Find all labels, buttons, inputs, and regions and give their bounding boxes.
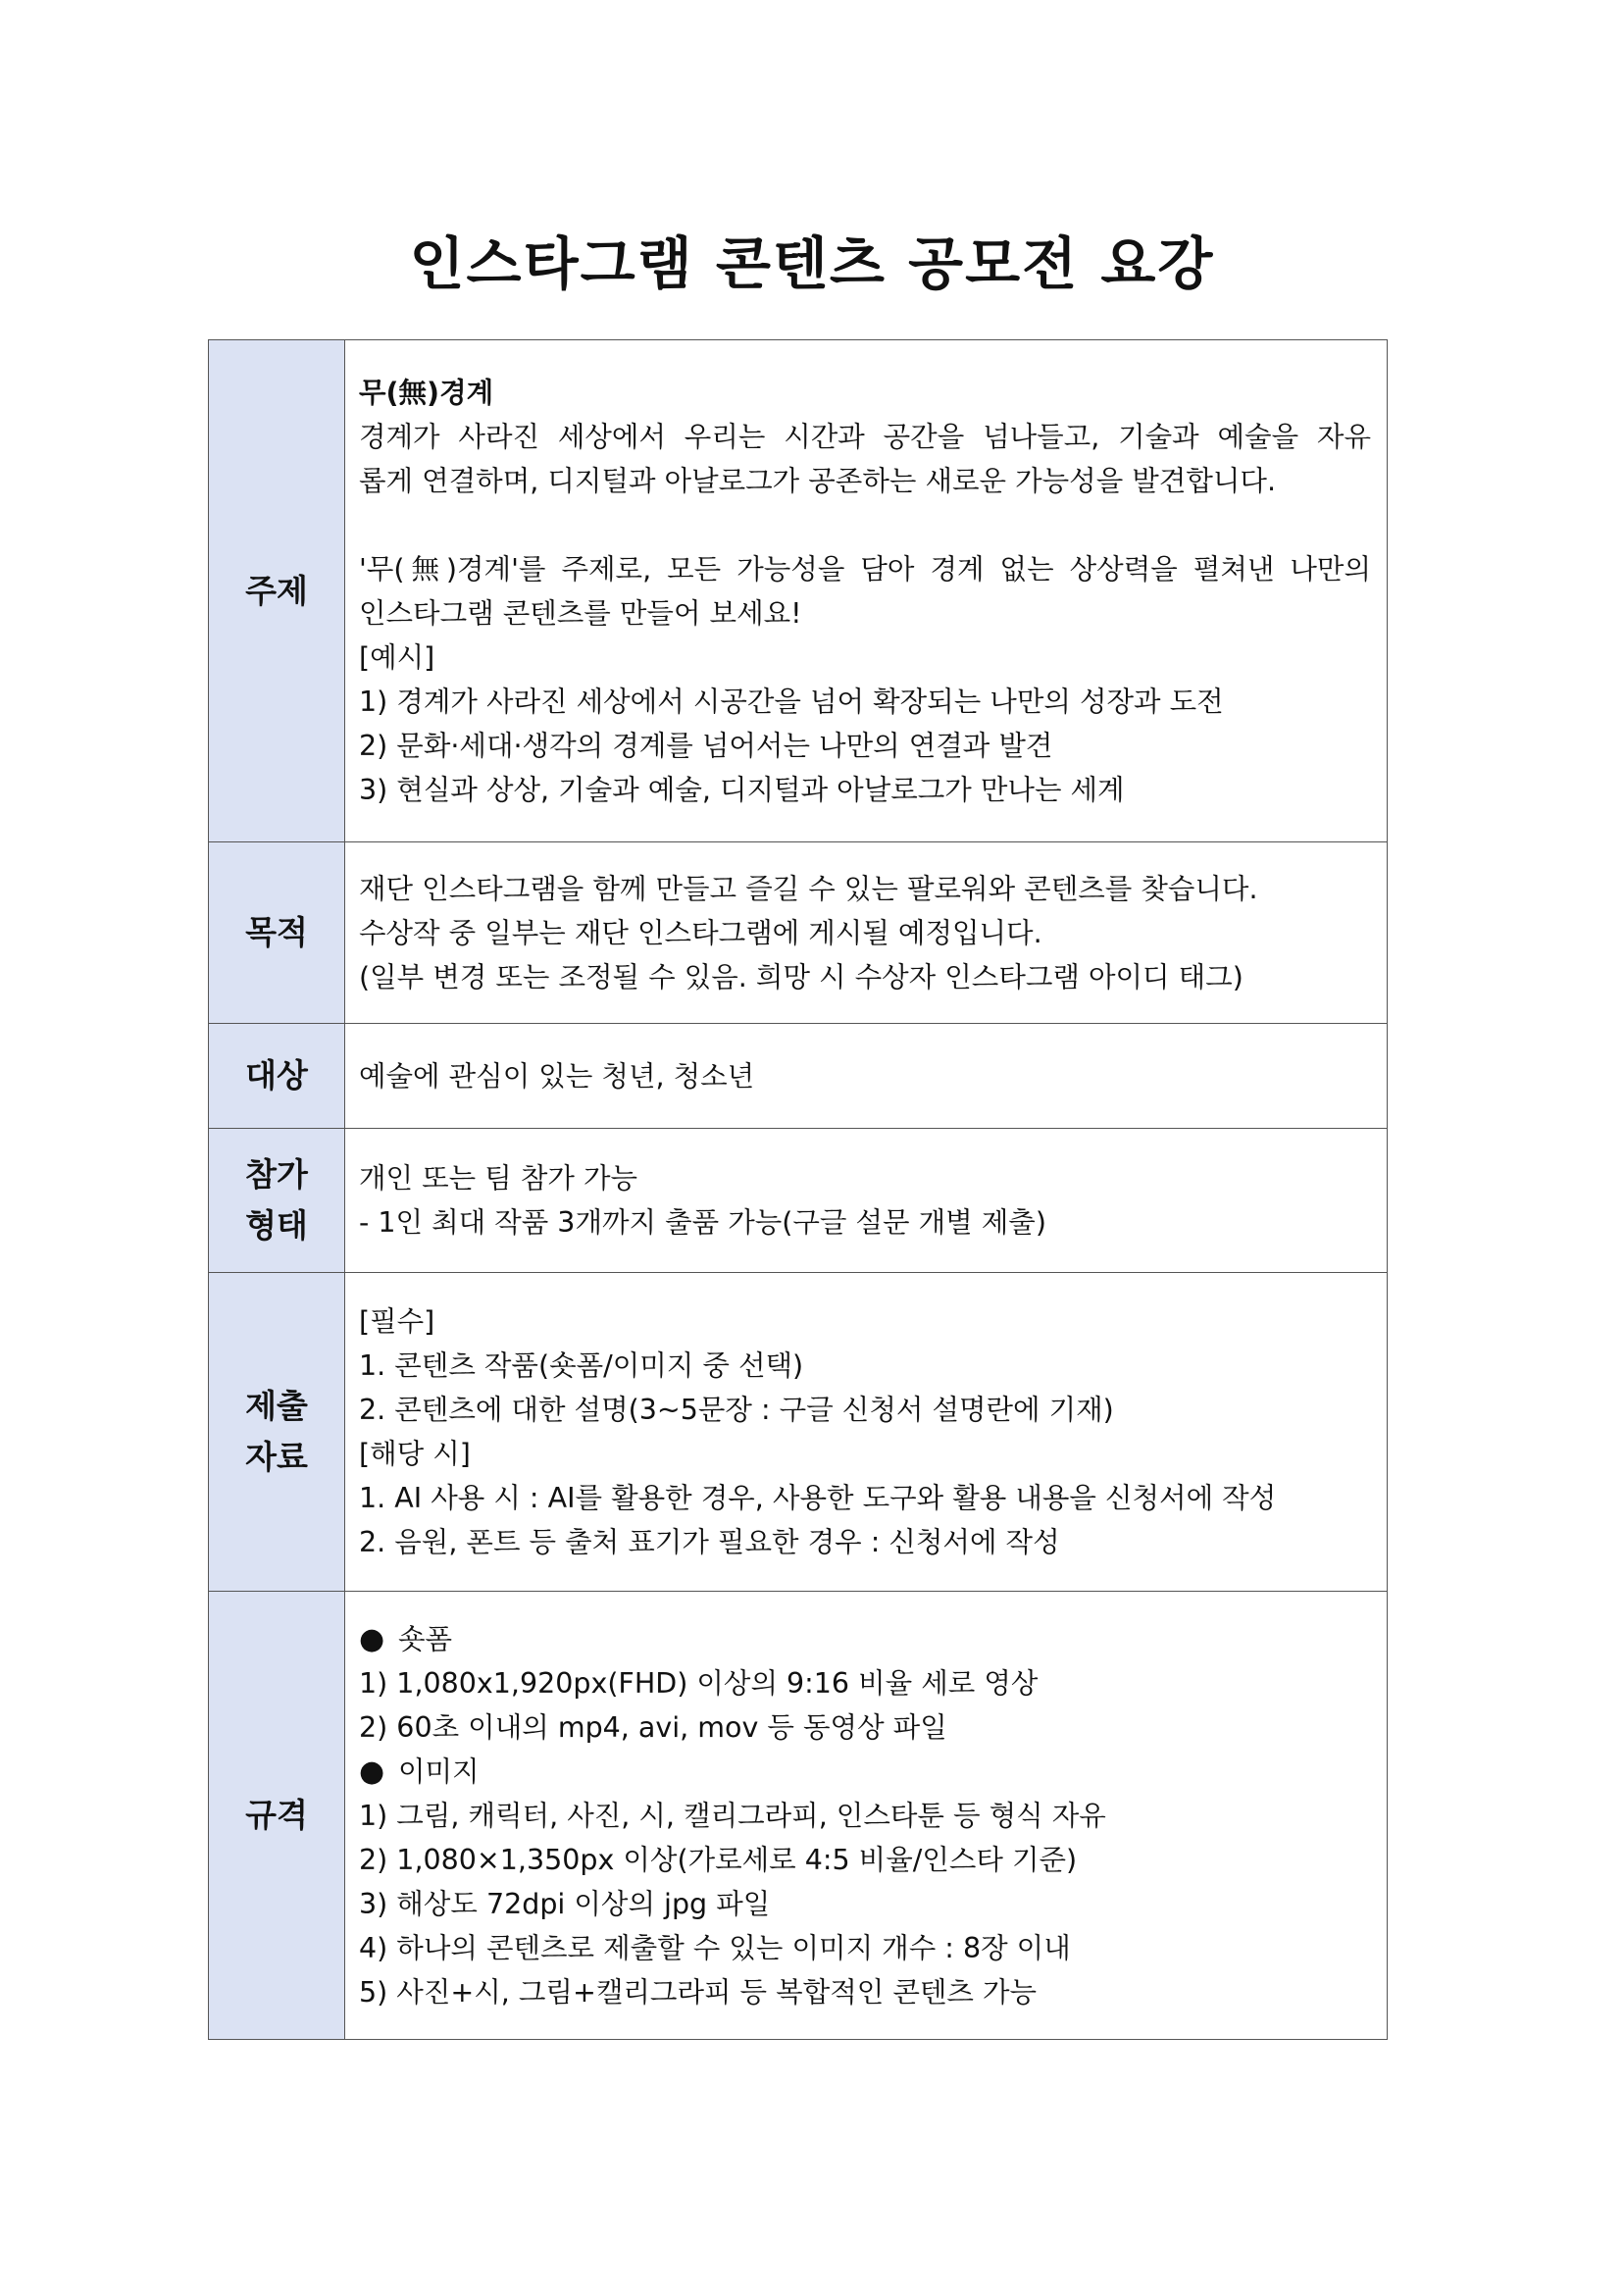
- materials-line: 2. 음원, 폰트 등 출처 표기가 필요한 경우 : 신청서에 작성: [359, 1526, 1060, 1558]
- row-theme: [209, 340, 1388, 842]
- materials-line: 1. 콘텐츠 작품(숏폼/이미지 중 선택): [359, 1349, 804, 1382]
- example-item: 1) 경계가 사라진 세상에서 시공간을 넘어 확장되는 나만의 성장과 도전: [359, 685, 1224, 718]
- bullet-icon: ●: [359, 1754, 385, 1789]
- theme-heading: 무(無)경계: [359, 376, 494, 409]
- theme-text-line: 경계가 사라진 세상에서 우리는 시간과 공간을 넘나들고, 기술과 예술을 자유: [359, 420, 1371, 453]
- image-heading: [359, 1750, 1371, 1794]
- purpose-line: 수상작 중 일부는 재단 인스타그램에 게시될 예정입니다.: [359, 916, 1042, 949]
- row-content-theme: [345, 340, 1388, 842]
- participation-line: - 1인 최대 작품 3개까지 출품 가능(구글 설문 개별 제출): [359, 1206, 1046, 1239]
- bullet-icon: ●: [359, 1621, 385, 1656]
- example-item: 2) 문화·세대·생각의 경계를 넘어서는 나만의 연결과 발견: [359, 729, 1053, 762]
- row-label-purpose: 목적: [209, 842, 345, 1024]
- row-label-materials: [209, 1273, 345, 1592]
- image-item: 4) 하나의 콘텐츠로 제출할 수 있는 이미지 개수 : 8장 이내: [359, 1931, 1071, 1964]
- image-item: 2) 1,080×1,350px 이상(가로세로 4:5 비율/인스타 기준): [359, 1843, 1078, 1876]
- purpose-line: (일부 변경 또는 조정될 수 있음. 희망 시 수상자 인스타그램 아이디 태그): [359, 960, 1243, 993]
- row-label-theme: 주제: [209, 340, 345, 842]
- shortform-heading: [359, 1617, 1371, 1661]
- materials-line: [필수]: [359, 1305, 435, 1338]
- materials-line: 2. 콘텐츠에 대한 설명(3~5문장 : 구글 신청서 설명란에 기재): [359, 1394, 1114, 1426]
- row-content-specs: [345, 1592, 1388, 2040]
- paragraph-spacer: [359, 503, 1371, 547]
- row-label-specs: 규격: [209, 1592, 345, 2040]
- row-content-participation: [345, 1129, 1388, 1273]
- purpose-line: 재단 인스타그램을 함께 만들고 즐길 수 있는 팔로워와 콘텐츠를 찾습니다.: [359, 872, 1258, 905]
- row-content-purpose: [345, 842, 1388, 1024]
- label-line: 참가: [245, 1155, 308, 1194]
- materials-line: [해당 시]: [359, 1438, 471, 1470]
- participation-line: 개인 또는 팀 참가 가능: [359, 1162, 638, 1195]
- document-title: 인스타그램 콘텐츠 공모전 요강: [409, 230, 1215, 297]
- row-specs: [209, 1592, 1388, 2040]
- target-text: 예술에 관심이 있는 청년, 청소년: [359, 1059, 755, 1093]
- row-participation: [209, 1129, 1388, 1273]
- image-item: 1) 그림, 캐릭터, 사진, 시, 캘리그라피, 인스타툰 등 형식 자유: [359, 1799, 1106, 1832]
- theme-text-line: 인스타그램 콘텐츠를 만들어 보세요!: [359, 596, 802, 630]
- row-purpose: [209, 842, 1388, 1024]
- materials-line: 1. AI 사용 시 : AI를 활용한 경우, 사용한 도구와 활용 내용을 신청서에 작성: [359, 1482, 1277, 1514]
- shortform-heading-text: 숏폼: [398, 1622, 453, 1655]
- label-line: 자료: [245, 1438, 308, 1476]
- example-item: 3) 현실과 상상, 기술과 예술, 디지털과 아날로그가 만나는 세계: [359, 773, 1125, 806]
- image-item: 3) 해상도 72dpi 이상의 jpg 파일: [359, 1887, 771, 1920]
- contest-guideline-table: [208, 339, 1388, 2040]
- image-heading-text: 이미지: [398, 1755, 480, 1788]
- row-label-target: 대상: [209, 1024, 345, 1129]
- examples-heading: [예시]: [359, 640, 435, 674]
- label-line: 제출: [245, 1387, 308, 1425]
- theme-text-line: '무(無)경계'를 주제로, 모든 가능성을 담아 경계 없는 상상력을 펼쳐낸 나만의: [359, 552, 1371, 585]
- row-content-target: [345, 1024, 1388, 1129]
- row-target: [209, 1024, 1388, 1129]
- row-content-materials: [345, 1273, 1388, 1592]
- image-item: 5) 사진+시, 그림+캘리그라피 등 복합적인 콘텐츠 가능: [359, 1975, 1038, 2009]
- shortform-item: 1) 1,080x1,920px(FHD) 이상의 9:16 비율 세로 영상: [359, 1666, 1039, 1700]
- shortform-item: 2) 60초 이내의 mp4, avi, mov 등 동영상 파일: [359, 1710, 947, 1744]
- label-line: 형태: [245, 1206, 308, 1245]
- theme-text-line: 롭게 연결하며, 디지털과 아날로그가 공존하는 새로운 가능성을 발견합니다.: [359, 464, 1276, 497]
- row-materials: [209, 1273, 1388, 1592]
- row-label-participation: [209, 1129, 345, 1273]
